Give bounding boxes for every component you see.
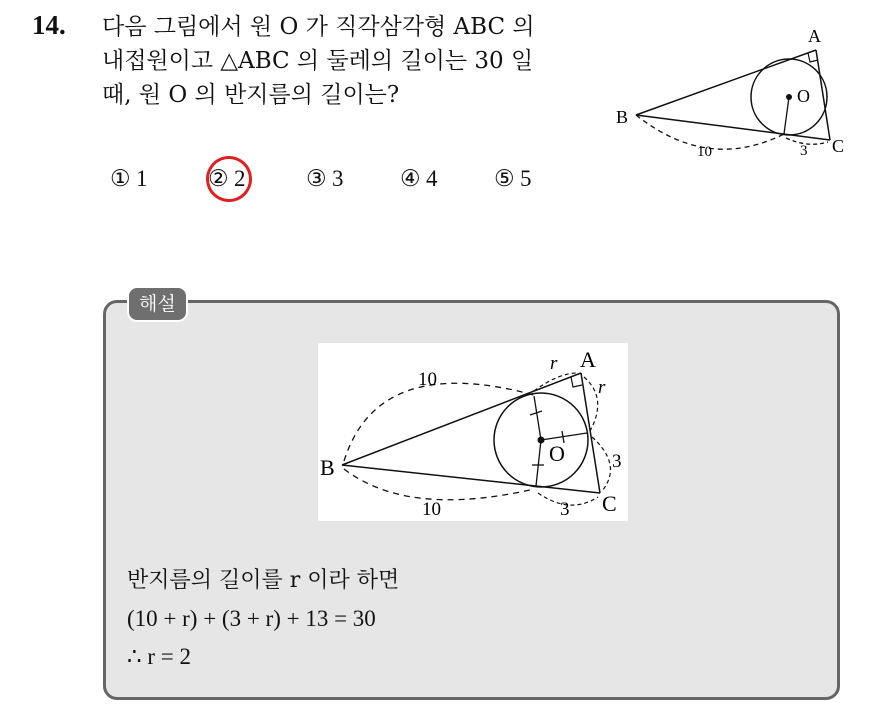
sol-label-b: B <box>320 455 335 480</box>
radius-line <box>784 97 789 134</box>
label-b: B <box>616 107 629 127</box>
sol-right-angle-mark <box>571 377 582 387</box>
sol-label-r2: r <box>598 377 606 398</box>
label-seg-bd: 10 <box>697 144 712 160</box>
sol-label-bottom-3: 3 <box>560 499 570 520</box>
side-bc <box>636 115 830 140</box>
sol-arc-top-10 <box>344 383 534 461</box>
choice-2-value: 2 <box>234 166 246 191</box>
sol-radius-2 <box>536 440 541 486</box>
selected-answer-circle <box>202 152 257 207</box>
label-a: A <box>808 26 821 46</box>
choice-4-mark: ④ <box>400 166 421 191</box>
choice-5[interactable] <box>494 166 532 192</box>
sol-label-right-3: 3 <box>612 451 622 472</box>
sol-radius-3 <box>541 433 587 440</box>
choice-2-mark: ② <box>208 166 229 191</box>
choice-3-mark: ③ <box>306 166 327 191</box>
sol-label-top-10: 10 <box>418 369 437 390</box>
choice-5-value: 5 <box>520 166 532 191</box>
choice-1[interactable] <box>110 166 148 192</box>
solution-text <box>127 562 399 676</box>
side-ac <box>816 50 830 140</box>
sol-radius-1 <box>534 396 541 440</box>
sol-label-r1: r <box>550 353 558 374</box>
sol-label-c: C <box>602 491 617 516</box>
question-line-2: 내접원이고 △ABC 의 둘레의 길이는 30 일 <box>102 48 534 74</box>
sol-side-ab <box>342 373 581 465</box>
question-line-3: 때, 원 O 의 반지름의 길이는? <box>102 82 400 108</box>
solution-line-2: (10 + r) + (3 + r) + 13 = 30 <box>127 606 376 631</box>
label-o: O <box>797 86 810 106</box>
choice-3[interactable] <box>306 166 344 192</box>
choice-1-mark: ① <box>110 166 131 191</box>
choice-4[interactable] <box>400 166 438 192</box>
solution-figure <box>318 343 628 521</box>
question-line-1: 다음 그림에서 원 O 가 직각삼각형 ABC 의 <box>102 14 535 40</box>
sol-label-o: O <box>549 441 565 466</box>
choice-4-value: 4 <box>426 166 438 191</box>
solution-tab: 해설 <box>127 286 188 322</box>
sol-arc-bottom-10 <box>344 469 534 500</box>
label-c: C <box>832 136 845 156</box>
solution-line-1: 반지름의 길이를 r 이라 하면 <box>127 568 400 593</box>
question-text <box>102 10 602 112</box>
solution-line-3: ∴ r = 2 <box>127 644 192 669</box>
sol-side-bc <box>342 465 600 493</box>
sol-label-a: A <box>580 347 596 372</box>
question-number: 14. <box>32 10 66 40</box>
choice-3-value: 3 <box>332 166 344 191</box>
question-figure <box>608 22 858 162</box>
label-seg-dc: 3 <box>800 143 808 159</box>
choice-5-mark: ⑤ <box>494 166 515 191</box>
sol-label-bottom-10: 10 <box>422 499 441 520</box>
choice-1-value: 1 <box>136 166 148 191</box>
